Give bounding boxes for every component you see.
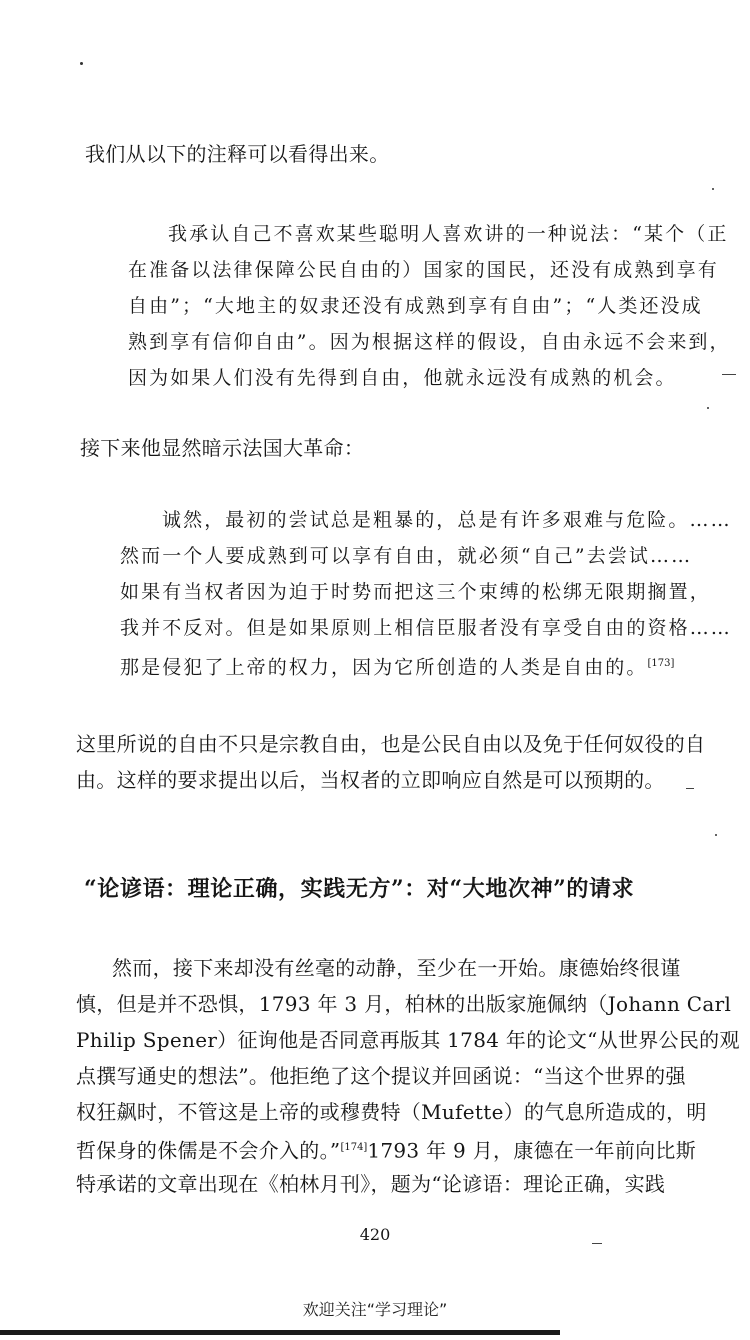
section-heading: “论谚语：理论正确，实践无方”：对“大地次神”的请求 <box>84 876 635 902</box>
quote1-line: 在准备以法律保障公民自由的）国家的国民，还没有成熟到享有 <box>128 259 719 281</box>
body-line: 这里所说的自由不只是宗教自由，也是公民自由以及免于任何奴役的自 <box>76 732 706 756</box>
body-line <box>76 1134 696 1165</box>
body-line: 点撰写通史的想法”。他拒绝了这个提议并回函说：“当这个世界的强 <box>76 1064 686 1088</box>
body-line: 特承诺的文章出现在《柏林月刊》，题为“论谚语：理论正确，实践 <box>76 1172 666 1196</box>
scan-mark <box>686 788 694 789</box>
quote2-line: 我并不反对。但是如果原则上相信臣服者没有享受自由的资格…… <box>120 617 732 639</box>
bottom-rule <box>0 1330 560 1335</box>
scan-speck <box>80 62 83 65</box>
quote1-line: 熟到享有信仰自由”。因为根据这样的假设，自由永远不会来到， <box>128 331 731 353</box>
bridge-line: 接下来他显然暗示法国大革命： <box>80 436 365 460</box>
quote2-line <box>120 650 674 681</box>
footnote-marker: [173] <box>647 658 675 669</box>
intro-line: 我们从以下的注释可以看得出来。 <box>85 142 390 166</box>
quote1-line: 因为如果人们没有先得到自由，他就永远没有成熟的机会。 <box>128 367 677 389</box>
footer-text: 欢迎关注“学习理论” <box>302 1300 448 1319</box>
body-line: Philip Spener）征询他是否同意再版其 1784 年的论文“从世界公民的观 <box>76 1028 740 1052</box>
scan-mark <box>722 374 736 375</box>
page-number: 420 <box>359 1225 391 1244</box>
footnote-marker: [174] <box>340 1142 368 1153</box>
body-text: 哲保身的侏儒是不会介入的。” <box>76 1138 341 1163</box>
quote1-line: 自由”；“大地主的奴隶还没有成熟到享有自由”；“人类还没成 <box>128 295 703 317</box>
body-line: 权狂飙时，不管这是上帝的或穆费特（Mufette）的气息所造成的，明 <box>76 1100 707 1124</box>
body-line: 慎，但是并不恐惧，1793 年 3 月，柏林的出版家施佩纳（Johann Carl <box>76 992 732 1016</box>
scan-speck <box>707 407 709 409</box>
body-line: 然而，接下来却没有丝毫的动静，至少在一开始。康德始终很谨 <box>112 956 681 980</box>
body-text: 1793 年 9 月，康德在一年前向比斯 <box>367 1138 697 1163</box>
body-line: 由。这样的要求提出以后，当权者的立即响应自然是可以预期的。 <box>76 768 665 792</box>
quote2-line: 如果有当权者因为迫于时势而把这三个束缚的松绑无限期搁置， <box>120 581 711 603</box>
scan-speck <box>715 834 717 836</box>
quote2-text: 那是侵犯了上帝的权力，因为它所创造的人类是自由的。 <box>120 656 648 679</box>
quote2-line: 然而一个人要成熟到可以享有自由，就必须“自己”去尝试…… <box>120 545 693 567</box>
scan-speck <box>712 188 714 190</box>
quote1-line: 我承认自己不喜欢某些聪明人喜欢讲的一种说法：“某个（正 <box>168 223 729 245</box>
quote2-line: 诚然，最初的尝试总是粗暴的，总是有许多艰难与危险。…… <box>162 509 732 531</box>
